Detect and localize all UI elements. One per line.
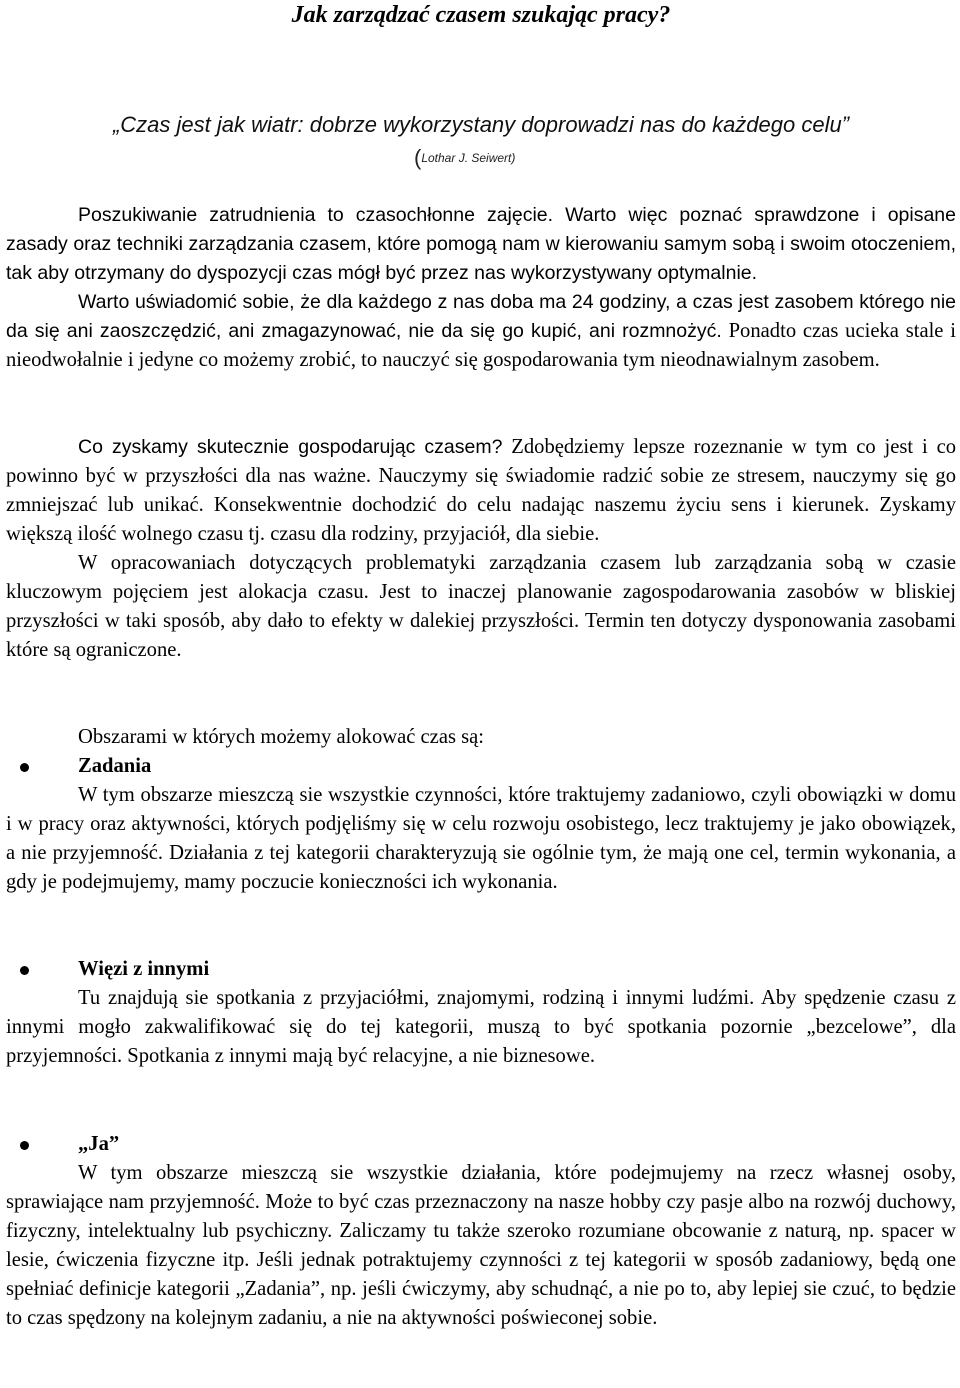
area-heading: Zadania bbox=[78, 755, 152, 777]
quote-text: „Czas jest jak wiatr: dobrze wykorzystany doprowadzi nas do każdego celu” bbox=[112, 112, 850, 137]
area-text: W tym obszarze mieszczą sie wszystkie czynności, które traktujemy zadaniowo, czyli obowiązki w domu i w pracy oraz aktywności, których podjęliśmy się w celu rozwoju osobistego, lecz traktujemy je jako obowiązek, a nie przyjemność. Działania z tej kategorii charakteryzują sie ogólnie tym, że mają one cel, termin wykonania, a gdy je podejmujemy, mamy poczucie konieczności ich wykonania. bbox=[6, 784, 956, 893]
area-relations bbox=[6, 955, 956, 1071]
bullet-icon bbox=[20, 966, 29, 975]
benefits-paragraph-1 bbox=[6, 433, 956, 549]
intro-paragraph-1: Poszukiwanie zatrudnienia to czasochłonne zajęcie. Warto więc poznać sprawdzone i opisane zasady oraz techniki zarządzania czasem, które pomogą nam w kierowaniu samym sobą i swoim otoczeniem, tak aby otrzymany do dyspozycji czas mógł być przez nas wykorzystywany optymalnie. bbox=[6, 204, 956, 284]
bullet-icon bbox=[20, 763, 29, 772]
intro-section bbox=[6, 201, 956, 375]
intro-paragraph-2a: Warto uświadomić sobie, że dla każdego z nas doba ma 24 godziny, a czas jest zasobem którego nie da się ani zaoszczędzić, ani zmagazynować, nie da się go kupić, ani rozmnożyć. bbox=[6, 291, 956, 342]
area-heading: Więzi z innymi bbox=[78, 958, 210, 980]
quote-author-paren: ( bbox=[414, 145, 422, 170]
benefits-paragraph-2: W opracowaniach dotyczących problematyki zarządzania czasem lub zarządzania sobą w czasie kluczowym pojęciem jest alokacja czasu. Jest to inaczej planowanie zagospodarowania zasobów w bliskiej przyszłości w taki sposób, aby dało to efekty w dalekiej przyszłości. Termin ten dotyczy dysponowania zasobami które są ograniczone. bbox=[6, 552, 956, 661]
intro-paragraph-2 bbox=[6, 288, 956, 375]
quote-author-name: Lothar J. Seiwert) bbox=[421, 151, 516, 165]
intro-paragraph-2b: Ponadto czas ucieka stale i nieodwołalnie i jedyne co możemy zrobić, to nauczyć się gospodarowania tym nieodnawialnym zasobem. bbox=[6, 320, 956, 371]
areas-intro-text: Obszarami w których możemy alokować czas są: bbox=[78, 726, 485, 748]
area-heading: „Ja” bbox=[78, 1133, 120, 1155]
area-text: Tu znajdują sie spotkania z przyjaciółmi, znajomymi, rodziną i innymi ludźmi. Aby spędzenie czasu z innymi mogło zakwalifikować się do tej kategorii, muszą to być spotkania pozornie „bezcelowe”, dla przyjemności. Spotkania z innymi mają być relacyjne, a nie biznesowe. bbox=[6, 987, 956, 1067]
benefits-section bbox=[6, 433, 956, 665]
area-self bbox=[6, 1130, 956, 1333]
area-tasks bbox=[6, 752, 956, 897]
benefits-question: Co zyskamy skutecznie gospodarując czasem? bbox=[78, 436, 503, 458]
document-title: Jak zarządzać czasem szukając pracy? bbox=[291, 2, 671, 28]
area-text: W tym obszarze mieszczą sie wszystkie działania, które podejmujemy na rzecz własnej osoby, sprawiające nam przyjemność. Może to być czas przeznaczony na nasze hobby czy pasje albo na rozwój duchowy, fizyczny, intelektualny lub psychiczny. Zaliczamy tu także szeroko rozumiane obcowanie z naturą, np. spacer w lesie, ćwiczenia fizyczne itp. Jeśli jednak potraktujemy czynności z tej kategorii w sposób zadaniowy, będą one spełniać definicje kategorii „Zadania”, np. jeśli ćwiczymy, aby schudnąć, a nie po to, aby lepiej sie czuć, to będzie to czas spędzony na kolejnym zadaniu, a nie na aktywności poświeconej sobie. bbox=[6, 1162, 956, 1329]
quote-author bbox=[414, 145, 515, 171]
benefits-answer: Zdobędziemy lepsze rozeznanie w tym co jest i co powinno być w przyszłości dla nas ważne. Nauczymy się świadomie radzić sobie ze stresem, nauczymy się go zmniejszać lub unikać. Konsekwentnie dochodzić do celu nadając naszemu życiu sens i kierunek. Zyskamy większą ilość wolnego czasu tj. czasu dla rodziny, przyjaciół, dla siebie. bbox=[6, 436, 957, 545]
bullet-icon bbox=[20, 1141, 29, 1150]
areas-intro bbox=[6, 723, 956, 752]
